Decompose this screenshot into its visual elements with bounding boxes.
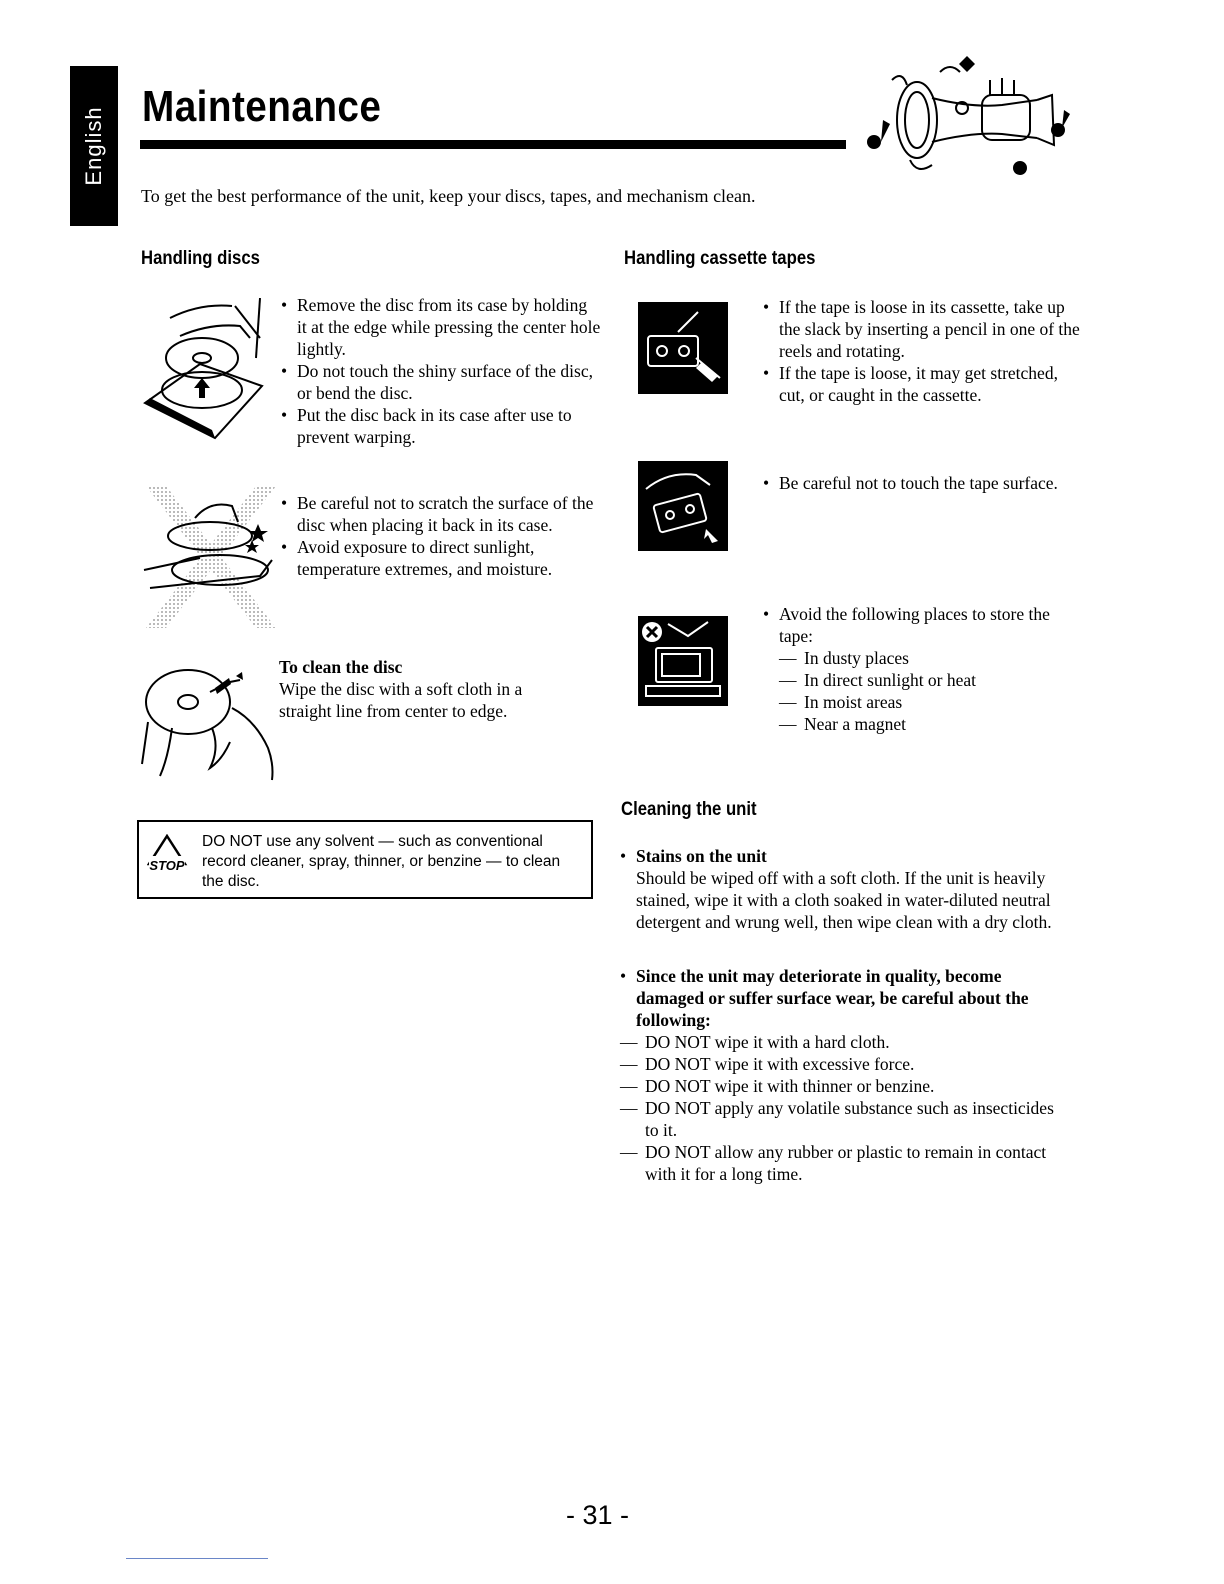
tape-pencil-icon [638, 302, 728, 394]
disc-cleaning-illustration [140, 660, 282, 782]
disc-case-illustration [140, 298, 272, 440]
caution-text: DO NOT use any solvent — such as conventional record cleaner, spray, thinner, or benzine — to clean the disc. [202, 833, 561, 890]
tape-touch-icon [638, 461, 728, 551]
language-tab-label: English [81, 106, 106, 186]
heading-handling-tapes: Handling cassette tapes [624, 248, 816, 269]
list-item: • If the tape is loose in its cassette, take up the slack by inserting a pencil in one of the reels and rotating. [763, 296, 1083, 362]
list-item: — In direct sunlight or heat [779, 669, 1083, 691]
title-rule [140, 140, 846, 149]
list-item [620, 845, 1070, 933]
page-number: - 31 - [566, 1500, 630, 1530]
storage-lead: • Avoid the following places to store the tape: [779, 604, 1050, 646]
stop-label: STOP [149, 858, 185, 873]
list-item: • Be careful not to scratch the surface of the disc when placing it back in its case. [281, 492, 601, 536]
stop-warning-icon [147, 834, 189, 876]
list-item: — In dusty places [779, 647, 1083, 669]
list-item: • If the tape is loose, it may get stretched, cut, or caught in the cassette. [763, 362, 1083, 406]
list-item: • Avoid exposure to direct sunlight, temperature extremes, and moisture. [281, 536, 601, 580]
tape-tips-list-2 [763, 472, 1083, 494]
clean-disc-title: To clean the disc [279, 657, 403, 677]
storage-places-list [779, 647, 1083, 735]
list-item: • Put the disc back in its case after use to prevent warping. [281, 404, 601, 448]
tape-storage-icon [638, 616, 728, 706]
list-item: — DO NOT wipe it with a hard cloth. [620, 1031, 1070, 1053]
intro-text: To get the best performance of the unit, keep your discs, tapes, and mechanism clean. [141, 186, 756, 206]
cleaning-list [620, 845, 1070, 933]
heading-handling-discs: Handling discs [141, 248, 260, 269]
disc-tips-list-1 [281, 294, 601, 448]
list-item: — DO NOT allow any rubber or plastic to remain in contact with it for a long time. [620, 1141, 1070, 1185]
language-tab [70, 66, 118, 226]
care-title: • Since the unit may deteriorate in quality, become damaged or suffer surface wear, be careful about the following: [636, 966, 1029, 1030]
stains-text: Should be wiped off with a soft cloth. If the unit is heavily stained, wipe it with a cloth soaked in water-diluted neutral detergent and wrung well, then wipe clean with a dry cloth. [636, 868, 1052, 932]
bottom-divider [126, 1558, 268, 1559]
list-item: • Do not touch the shiny surface of the disc, or bend the disc. [281, 360, 601, 404]
clean-disc-text: Wipe the disc with a soft cloth in a straight line from center to edge. [279, 679, 523, 721]
care-items-list [620, 1031, 1070, 1185]
page-title: Maintenance [142, 82, 382, 131]
list-item: • Remove the disc from its case by holding it at the edge while pressing the center hole lightly. [281, 294, 601, 360]
trumpet-illustration [862, 50, 1072, 180]
list-item: • Be careful not to touch the tape surface. [763, 472, 1083, 494]
tape-tips-list-1 [763, 296, 1083, 406]
caution-box [137, 820, 593, 899]
care-list [620, 965, 1070, 1185]
list-item: — DO NOT wipe it with thinner or benzine. [620, 1075, 1070, 1097]
stains-title: • Stains on the unit [636, 846, 767, 866]
disc-scratch-illustration [140, 478, 282, 636]
disc-tips-list-2 [281, 492, 601, 580]
tape-tips-list-3 [763, 603, 1083, 735]
list-item: — Near a magnet [779, 713, 1083, 735]
list-item: — In moist areas [779, 691, 1083, 713]
list-item: — DO NOT apply any volatile substance such as insecticides to it. [620, 1097, 1070, 1141]
list-item [763, 603, 1083, 735]
list-item [620, 965, 1070, 1185]
heading-cleaning-unit: Cleaning the unit [621, 799, 757, 820]
list-item: — DO NOT wipe it with excessive force. [620, 1053, 1070, 1075]
